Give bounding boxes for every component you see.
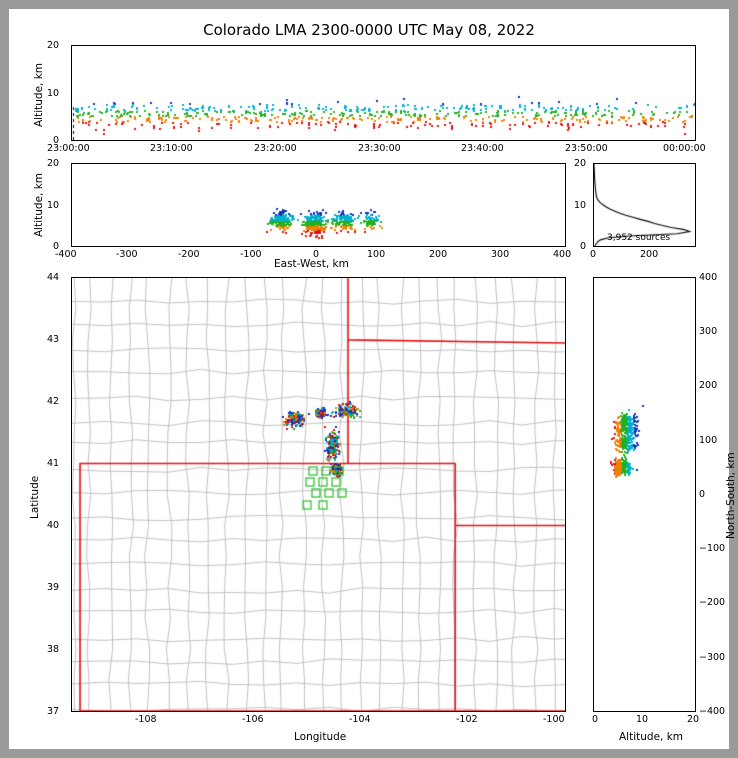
p5-ytick--300: −300 — [699, 652, 726, 663]
p3-xtick-0: 0 — [590, 249, 597, 260]
p2-xtick--400: -400 — [55, 249, 77, 260]
p2-xtick-0: 0 — [313, 249, 320, 260]
p4-xtick--104: -104 — [349, 714, 371, 725]
p1-xtick-0: 23:00:00 — [47, 143, 90, 154]
p1-ytick-10: 10 — [47, 88, 60, 99]
figure-canvas — [9, 9, 737, 749]
p4-ytick-44: 44 — [47, 272, 60, 283]
p5-ytick-200: 200 — [699, 380, 718, 391]
p4-xtick--106: -106 — [242, 714, 264, 725]
plan-view-panel — [71, 277, 566, 712]
ns-height-xlabel: Altitude, km — [619, 731, 684, 743]
p4-xtick--100: -100 — [543, 714, 565, 725]
p5-xtick-20: 20 — [687, 714, 700, 725]
p5-ytick--200: −200 — [699, 597, 726, 608]
p1-xtick-1: 23:10:00 — [150, 143, 193, 154]
p2-xtick-400: 400 — [553, 249, 572, 260]
p4-xtick--108: -108 — [135, 714, 157, 725]
p3-ytick-10: 10 — [574, 200, 587, 211]
time-height-panel — [71, 45, 696, 141]
p4-xtick--102: -102 — [456, 714, 478, 725]
ns-height-ylabel: North-South, km — [725, 452, 737, 539]
p5-ytick-300: 300 — [699, 326, 718, 337]
p1-xtick-2: 23:20:00 — [254, 143, 297, 154]
p2-xtick--200: -200 — [178, 249, 200, 260]
p2-xtick--100: -100 — [240, 249, 262, 260]
p5-xtick-10: 10 — [636, 714, 649, 725]
p5-ytick-400: 400 — [699, 272, 718, 283]
p1-xtick-3: 23:30:00 — [358, 143, 401, 154]
p3-xtick-200: 200 — [640, 249, 659, 260]
p4-ytick-39: 39 — [47, 582, 60, 593]
figure-title: Colorado LMA 2300-0000 UTC May 08, 2022 — [203, 21, 535, 39]
p2-xtick-200: 200 — [429, 249, 448, 260]
p2-ytick-0: 0 — [53, 241, 60, 252]
p5-ytick--400: −400 — [699, 706, 726, 717]
plan-view-xlabel: Longitude — [294, 731, 347, 743]
p2-ytick-10: 10 — [47, 200, 60, 211]
ew-height-panel — [71, 163, 566, 247]
p5-ytick-100: 100 — [699, 435, 718, 446]
p2-xtick-300: 300 — [491, 249, 510, 260]
ew-height-xlabel: East-West, km — [274, 258, 349, 270]
p2-xtick--300: -300 — [116, 249, 138, 260]
p4-ytick-40: 40 — [47, 520, 60, 531]
p3-ytick-20: 20 — [574, 158, 587, 169]
p1-xtick-5: 23:50:00 — [565, 143, 608, 154]
ew-height-ylabel: Altitude, km — [33, 172, 45, 237]
p3-ytick-0: 0 — [580, 241, 587, 252]
p5-ytick-0: 0 — [699, 489, 706, 500]
p1-ytick-0: 0 — [53, 135, 60, 146]
p4-ytick-41: 41 — [47, 458, 60, 469]
p4-ytick-38: 38 — [47, 644, 60, 655]
p5-xtick-0: 0 — [592, 714, 599, 725]
p4-ytick-43: 43 — [47, 334, 60, 345]
p4-ytick-42: 42 — [47, 396, 60, 407]
p2-xtick-100: 100 — [367, 249, 386, 260]
p5-ytick--100: −100 — [699, 543, 726, 554]
source-count-label: 3,952 sources — [607, 233, 671, 243]
plan-view-ylabel: Latitude — [29, 475, 41, 519]
p4-ytick-37: 37 — [47, 706, 60, 717]
p1-xtick-4: 23:40:00 — [461, 143, 504, 154]
p1-xtick-6: 00:00:00 — [663, 143, 706, 154]
ns-height-panel — [593, 277, 696, 712]
time-height-ylabel: Altitude, km — [33, 62, 45, 127]
p2-ytick-20: 20 — [47, 158, 60, 169]
p1-ytick-20: 20 — [47, 40, 60, 51]
